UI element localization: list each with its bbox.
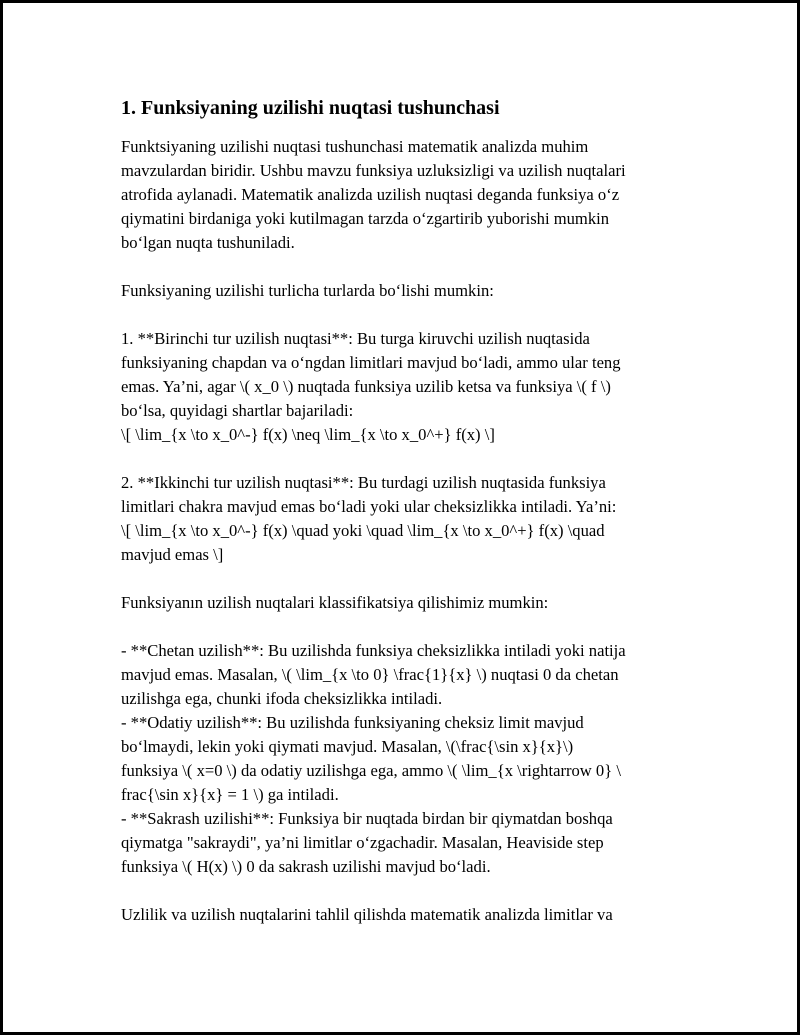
- text-line: funksiyaning chapdan va o‘ngdan limitlari mavjud bo‘ladi, ammo ular teng: [121, 353, 621, 372]
- list-item-line: funksiya \( H(x) \) 0 da sakrash uzilishi mavjud bo‘ladi.: [121, 857, 491, 876]
- text-line: Funktsiyaning uzilishi nuqtasi tushunchasi matematik analizda muhim: [121, 137, 589, 156]
- intro-paragraph: [121, 135, 691, 255]
- second-type-paragraph: [121, 471, 691, 567]
- formula-line: \[ \lim_{x \to x_0^-} f(x) \quad yoki \quad \lim_{x \to x_0^+} f(x) \quad: [121, 521, 605, 540]
- list-item-line: mavjud emas. Masalan, \( \lim_{x \to 0} \frac{1}{x} \) nuqtasi 0 da chetan: [121, 665, 619, 684]
- list-item-line: qiymatga "sakraydi", ya’ni limitlar o‘zgachadir. Masalan, Heaviside step: [121, 833, 604, 852]
- list-item-line: bo‘lmaydi, lekin yoki qiymati mavjud. Masalan, \(\frac{\sin x}{x}\): [121, 737, 574, 756]
- formula-line: mavjud emas \]: [121, 545, 224, 564]
- text-line: Funksiyanın uzilish nuqtalari klassifikatsiya qilishimiz mumkin:: [121, 593, 549, 612]
- list-item-line: - **Sakrash uzilishi**: Funksiya bir nuqtada birdan bir qiymatdan boshqa: [121, 809, 613, 828]
- text-line: Funksiyaning uzilishi turlicha turlarda bo‘lishi mumkin:: [121, 281, 494, 300]
- list-item-line: funksiya \( x=0 \) da odatiy uzilishga ega, ammo \( \lim_{x \rightarrow 0} \: [121, 761, 621, 780]
- text-line: atrofida aylanadi. Matematik analizda uzilish nuqtasi deganda funksiya o‘z: [121, 185, 620, 204]
- closing-paragraph: [121, 903, 691, 927]
- list-item-line: - **Odatiy uzilish**: Bu uzilishda funksiyaning cheksiz limit mavjud: [121, 713, 584, 732]
- text-line: 1. **Birinchi tur uzilish nuqtasi**: Bu turga kiruvchi uzilish nuqtasida: [121, 329, 590, 348]
- section-heading: 1. Funksiyaning uzilishi nuqtasi tushunchasi: [121, 97, 500, 119]
- first-type-paragraph: [121, 327, 691, 447]
- list-item-line: - **Chetan uzilish**: Bu uzilishda funksiya cheksizlikka intiladi yoki natija: [121, 641, 626, 660]
- text-line: bo‘lgan nuqta tushuniladi.: [121, 233, 295, 252]
- text-line: limitlari chakra mavjud emas bo‘ladi yoki ular cheksizlikka intiladi. Ya’ni:: [121, 497, 617, 516]
- text-line: emas. Ya’ni, agar \( x_0 \) nuqtada funksiya uzilib ketsa va funksiya \( f \): [121, 377, 611, 396]
- text-line: bo‘lsa, quyidagi shartlar bajariladi:: [121, 401, 354, 420]
- list-item-line: uzilishga ega, chunki ifoda cheksizlikka intiladi.: [121, 689, 443, 708]
- text-line: mavzulardan biridir. Ushbu mavzu funksiya uzluksizligi va uzilish nuqtalari: [121, 161, 626, 180]
- list-item-line: frac{\sin x}{x} = 1 \) ga intiladi.: [121, 785, 339, 804]
- classification-list: [121, 639, 691, 879]
- text-line: Uzlilik va uzilish nuqtalarini tahlil qilishda matematik analizda limitlar va: [121, 905, 613, 924]
- text-line: 2. **Ikkinchi tur uzilish nuqtasi**: Bu turdagi uzilish nuqtasida funksiya: [121, 473, 606, 492]
- types-intro-paragraph: [121, 279, 691, 303]
- text-line: qiymatini birdaniga yoki kutilmagan tarzda o‘zgartirib yuborishi mumkin: [121, 209, 610, 228]
- document-content: [121, 95, 691, 951]
- classification-intro-paragraph: [121, 591, 691, 615]
- formula-line: \[ \lim_{x \to x_0^-} f(x) \neq \lim_{x \to x_0^+} f(x) \]: [121, 425, 495, 444]
